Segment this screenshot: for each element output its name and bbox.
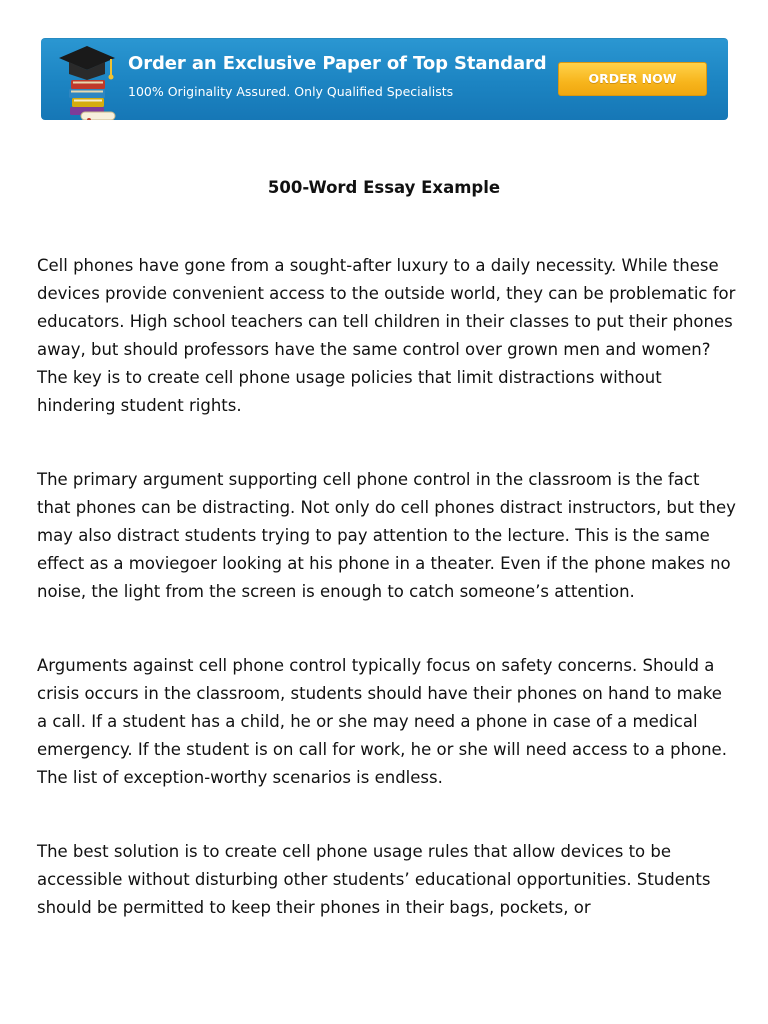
order-banner[interactable] xyxy=(41,38,728,120)
essay-paragraph-2: The primary argument supporting cell phone control in the classroom is the fact that phones can be distracting. Not only do cell phones distract instructors, but they may also distract students trying to pay attention to the lecture. This is the same effect as a moviegoer looking at his phone in a theater. Even if the phone makes no noise, the light from the screen is enough to catch someone’s attention. xyxy=(37,470,736,601)
graduation-books-icon xyxy=(51,42,123,120)
essay-paragraph-1: Cell phones have gone from a sought-after luxury to a daily necessity. While these devices provide convenient access to the outside world, they can be problematic for educators. High school teachers can tell children in their classes to put their phones away, but should professors have the same control over grown men and women? The key is to create cell phone usage policies that limit distractions without hindering student rights. xyxy=(37,256,736,415)
banner-title: Order an Exclusive Paper of Top Standard xyxy=(128,53,547,74)
banner-subtitle: 100% Originality Assured. Only Qualified Specialists xyxy=(128,84,454,99)
essay-paragraph-4: The best solution is to create cell phone usage rules that allow devices to be accessible without disturbing other students’ educational opportunities. Students should be permitted to keep their phones in their bags, pockets, or xyxy=(37,842,711,917)
essay-paragraph-3: Arguments against cell phone control typically focus on safety concerns. Should a crisis occurs in the classroom, students should have their phones on hand to make a call. If a student has a child, he or she may need a phone in case of a medical emergency. If the student is on call for work, he or she will need access to a phone. The list of exception-worthy scenarios is endless. xyxy=(37,656,727,787)
essay-title: 500-Word Essay Example xyxy=(267,178,501,197)
order-now-button[interactable]: ORDER NOW xyxy=(558,62,707,96)
essay-body xyxy=(37,252,737,968)
